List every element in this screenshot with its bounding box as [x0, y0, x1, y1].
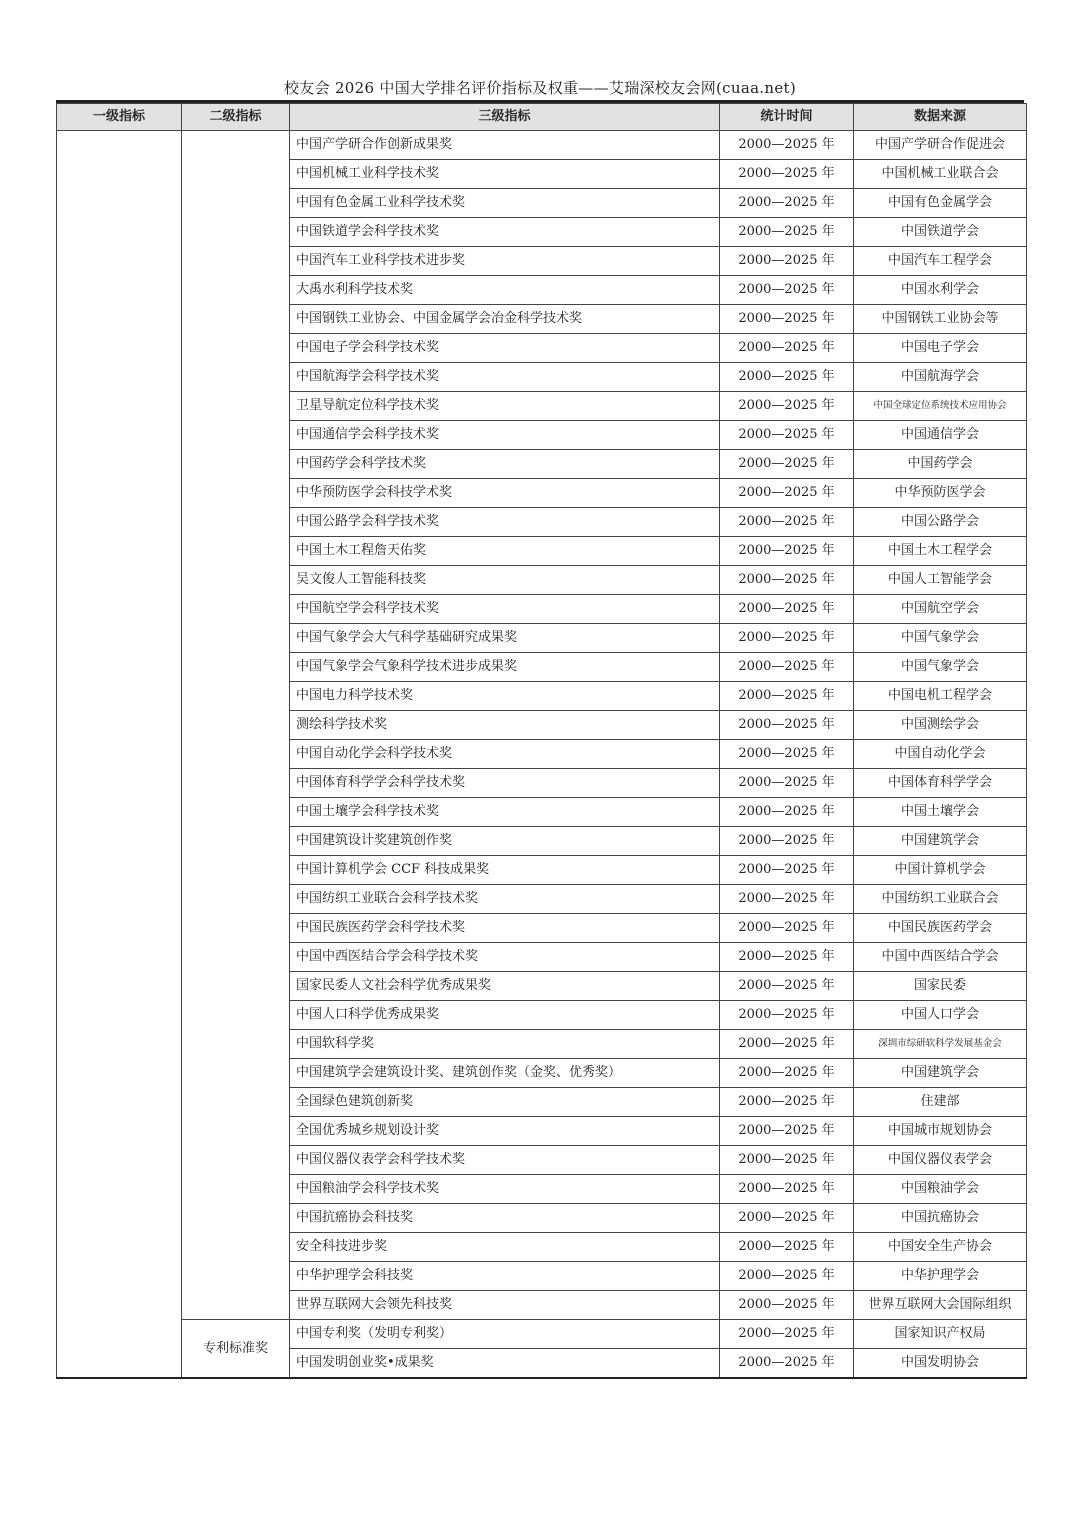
level3-indicator-cell: 中国民族医药学会科学技术奖 — [290, 914, 720, 943]
statistics-period-cell: 2000—2025 年 — [720, 798, 854, 827]
level3-indicator-cell: 中华护理学会科技奖 — [290, 1262, 720, 1291]
data-source-cell: 中国水利学会 — [854, 276, 1027, 305]
header-level1: 一级指标 — [57, 104, 182, 131]
statistics-period-cell: 2000—2025 年 — [720, 276, 854, 305]
statistics-period-cell: 2000—2025 年 — [720, 189, 854, 218]
data-source-cell: 中国中西医结合学会 — [854, 943, 1027, 972]
statistics-period-cell: 2000—2025 年 — [720, 943, 854, 972]
level3-indicator-cell: 中国产学研合作创新成果奖 — [290, 131, 720, 160]
data-source-cell: 中国人工智能学会 — [854, 566, 1027, 595]
data-source-cell: 中国仪器仪表学会 — [854, 1146, 1027, 1175]
data-source-cell: 中国公路学会 — [854, 508, 1027, 537]
statistics-period-cell: 2000—2025 年 — [720, 247, 854, 276]
level3-indicator-cell: 吴文俊人工智能科技奖 — [290, 566, 720, 595]
statistics-period-cell: 2000—2025 年 — [720, 1349, 854, 1379]
level1-cell — [57, 131, 182, 1379]
statistics-period-cell: 2000—2025 年 — [720, 131, 854, 160]
statistics-period-cell: 2000—2025 年 — [720, 1204, 854, 1233]
statistics-period-cell: 2000—2025 年 — [720, 1233, 854, 1262]
level3-indicator-cell: 中国汽车工业科学技术进步奖 — [290, 247, 720, 276]
level3-indicator-cell: 中国建筑设计奖建筑创作奖 — [290, 827, 720, 856]
header-period: 统计时间 — [720, 104, 854, 131]
data-source-cell: 中国计算机学会 — [854, 856, 1027, 885]
level3-indicator-cell: 国家民委人文社会科学优秀成果奖 — [290, 972, 720, 1001]
level3-indicator-cell: 中华预防医学会科技学术奖 — [290, 479, 720, 508]
level3-indicator-cell: 全国绿色建筑创新奖 — [290, 1088, 720, 1117]
statistics-period-cell: 2000—2025 年 — [720, 1117, 854, 1146]
level3-indicator-cell: 中国粮油学会科学技术奖 — [290, 1175, 720, 1204]
data-source-cell: 中国建筑学会 — [854, 827, 1027, 856]
statistics-period-cell: 2000—2025 年 — [720, 421, 854, 450]
level3-indicator-cell: 中国航海学会科学技术奖 — [290, 363, 720, 392]
level3-indicator-cell: 中国通信学会科学技术奖 — [290, 421, 720, 450]
statistics-period-cell: 2000—2025 年 — [720, 972, 854, 1001]
data-source-cell: 住建部 — [854, 1088, 1027, 1117]
data-source-cell: 中国抗癌协会 — [854, 1204, 1027, 1233]
data-source-cell: 中国航空学会 — [854, 595, 1027, 624]
statistics-period-cell: 2000—2025 年 — [720, 740, 854, 769]
data-source-cell: 中国土壤学会 — [854, 798, 1027, 827]
statistics-period-cell: 2000—2025 年 — [720, 160, 854, 189]
statistics-period-cell: 2000—2025 年 — [720, 1291, 854, 1320]
level3-indicator-cell: 中国土木工程詹天佑奖 — [290, 537, 720, 566]
statistics-period-cell: 2000—2025 年 — [720, 218, 854, 247]
level3-indicator-cell: 中国建筑学会建筑设计奖、建筑创作奖（金奖、优秀奖） — [290, 1059, 720, 1088]
statistics-period-cell: 2000—2025 年 — [720, 1001, 854, 1030]
data-source-cell: 中国产学研合作促进会 — [854, 131, 1027, 160]
data-source-cell: 中国建筑学会 — [854, 1059, 1027, 1088]
level3-indicator-cell: 中国航空学会科学技术奖 — [290, 595, 720, 624]
data-source-cell: 中华预防医学会 — [854, 479, 1027, 508]
statistics-period-cell: 2000—2025 年 — [720, 624, 854, 653]
level3-indicator-cell: 全国优秀城乡规划设计奖 — [290, 1117, 720, 1146]
statistics-period-cell: 2000—2025 年 — [720, 450, 854, 479]
statistics-period-cell: 2000—2025 年 — [720, 1262, 854, 1291]
data-source-cell: 中国自动化学会 — [854, 740, 1027, 769]
data-source-cell: 中国体育科学学会 — [854, 769, 1027, 798]
data-source-cell: 中国人口学会 — [854, 1001, 1027, 1030]
level3-indicator-cell: 中国中西医结合学会科学技术奖 — [290, 943, 720, 972]
data-source-cell: 中国电子学会 — [854, 334, 1027, 363]
level2-cell — [182, 131, 290, 1320]
data-source-cell: 中国测绘学会 — [854, 711, 1027, 740]
data-source-cell: 中华护理学会 — [854, 1262, 1027, 1291]
level3-indicator-cell: 中国土壤学会科学技术奖 — [290, 798, 720, 827]
statistics-period-cell: 2000—2025 年 — [720, 711, 854, 740]
data-source-cell: 中国全球定位系统技术应用协会 — [854, 392, 1027, 421]
header-source: 数据来源 — [854, 104, 1027, 131]
data-source-cell: 中国药学会 — [854, 450, 1027, 479]
data-source-cell: 中国安全生产协会 — [854, 1233, 1027, 1262]
level3-indicator-cell: 中国纺织工业联合会科学技术奖 — [290, 885, 720, 914]
level3-indicator-cell: 中国专利奖（发明专利奖） — [290, 1320, 720, 1349]
table-body — [57, 131, 1027, 1379]
level3-indicator-cell: 测绘科学技术奖 — [290, 711, 720, 740]
data-source-cell: 中国铁道学会 — [854, 218, 1027, 247]
data-source-cell: 中国有色金属学会 — [854, 189, 1027, 218]
level3-indicator-cell: 中国公路学会科学技术奖 — [290, 508, 720, 537]
data-source-cell: 国家知识产权局 — [854, 1320, 1027, 1349]
data-source-cell: 中国民族医药学会 — [854, 914, 1027, 943]
table-row — [57, 131, 1027, 160]
statistics-period-cell: 2000—2025 年 — [720, 856, 854, 885]
statistics-period-cell: 2000—2025 年 — [720, 363, 854, 392]
level3-indicator-cell: 中国钢铁工业协会、中国金属学会冶金科学技术奖 — [290, 305, 720, 334]
level3-indicator-cell: 中国电力科学技术奖 — [290, 682, 720, 711]
level3-indicator-cell: 中国发明创业奖•成果奖 — [290, 1349, 720, 1379]
data-source-cell: 中国通信学会 — [854, 421, 1027, 450]
statistics-period-cell: 2000—2025 年 — [720, 334, 854, 363]
statistics-period-cell: 2000—2025 年 — [720, 595, 854, 624]
level3-indicator-cell: 中国体育科学学会科学技术奖 — [290, 769, 720, 798]
statistics-period-cell: 2000—2025 年 — [720, 479, 854, 508]
statistics-period-cell: 2000—2025 年 — [720, 1146, 854, 1175]
statistics-period-cell: 2000—2025 年 — [720, 885, 854, 914]
level3-indicator-cell: 中国仪器仪表学会科学技术奖 — [290, 1146, 720, 1175]
statistics-period-cell: 2000—2025 年 — [720, 305, 854, 334]
table-row — [57, 1320, 1027, 1349]
statistics-period-cell: 2000—2025 年 — [720, 827, 854, 856]
data-source-cell: 中国城市规划协会 — [854, 1117, 1027, 1146]
statistics-period-cell: 2000—2025 年 — [720, 682, 854, 711]
level3-indicator-cell: 大禹水利科学技术奖 — [290, 276, 720, 305]
level3-indicator-cell: 中国软科学奖 — [290, 1030, 720, 1059]
level3-indicator-cell: 安全科技进步奖 — [290, 1233, 720, 1262]
statistics-period-cell: 2000—2025 年 — [720, 1320, 854, 1349]
data-source-cell: 中国机械工业联合会 — [854, 160, 1027, 189]
header-level2: 二级指标 — [182, 104, 290, 131]
header-level3: 三级指标 — [290, 104, 720, 131]
statistics-period-cell: 2000—2025 年 — [720, 914, 854, 943]
level3-indicator-cell: 世界互联网大会领先科技奖 — [290, 1291, 720, 1320]
data-source-cell: 中国粮油学会 — [854, 1175, 1027, 1204]
data-source-cell: 国家民委 — [854, 972, 1027, 1001]
data-source-cell: 深圳市综研软科学发展基金会 — [854, 1030, 1027, 1059]
statistics-period-cell: 2000—2025 年 — [720, 392, 854, 421]
statistics-period-cell: 2000—2025 年 — [720, 508, 854, 537]
statistics-period-cell: 2000—2025 年 — [720, 1175, 854, 1204]
data-source-cell: 中国纺织工业联合会 — [854, 885, 1027, 914]
level3-indicator-cell: 中国计算机学会 CCF 科技成果奖 — [290, 856, 720, 885]
level3-indicator-cell: 中国气象学会气象科学技术进步成果奖 — [290, 653, 720, 682]
data-source-cell: 中国气象学会 — [854, 653, 1027, 682]
level3-indicator-cell: 中国人口科学优秀成果奖 — [290, 1001, 720, 1030]
data-source-cell: 中国发明协会 — [854, 1349, 1027, 1379]
level3-indicator-cell: 卫星导航定位科学技术奖 — [290, 392, 720, 421]
level3-indicator-cell: 中国有色金属工业科学技术奖 — [290, 189, 720, 218]
level3-indicator-cell: 中国机械工业科学技术奖 — [290, 160, 720, 189]
data-source-cell: 中国航海学会 — [854, 363, 1027, 392]
statistics-period-cell: 2000—2025 年 — [720, 1088, 854, 1117]
level3-indicator-cell: 中国电子学会科学技术奖 — [290, 334, 720, 363]
indicator-table — [56, 103, 1027, 1379]
statistics-period-cell: 2000—2025 年 — [720, 653, 854, 682]
data-source-cell: 中国气象学会 — [854, 624, 1027, 653]
level2-cell: 专利标准奖 — [182, 1320, 290, 1379]
data-source-cell: 中国汽车工程学会 — [854, 247, 1027, 276]
document-title: 校友会 2026 中国大学排名评价指标及权重——艾瑞深校友会网(cuaa.net) — [284, 79, 796, 97]
statistics-period-cell: 2000—2025 年 — [720, 769, 854, 798]
statistics-period-cell: 2000—2025 年 — [720, 1030, 854, 1059]
statistics-period-cell: 2000—2025 年 — [720, 566, 854, 595]
statistics-period-cell: 2000—2025 年 — [720, 537, 854, 566]
level3-indicator-cell: 中国气象学会大气科学基础研究成果奖 — [290, 624, 720, 653]
table-header-row — [57, 104, 1027, 131]
data-source-cell: 中国钢铁工业协会等 — [854, 305, 1027, 334]
data-source-cell: 世界互联网大会国际组织 — [854, 1291, 1027, 1320]
level3-indicator-cell: 中国铁道学会科学技术奖 — [290, 218, 720, 247]
data-source-cell: 中国电机工程学会 — [854, 682, 1027, 711]
data-source-cell: 中国土木工程学会 — [854, 537, 1027, 566]
level3-indicator-cell: 中国抗癌协会科技奖 — [290, 1204, 720, 1233]
level3-indicator-cell: 中国自动化学会科学技术奖 — [290, 740, 720, 769]
statistics-period-cell: 2000—2025 年 — [720, 1059, 854, 1088]
level3-indicator-cell: 中国药学会科学技术奖 — [290, 450, 720, 479]
